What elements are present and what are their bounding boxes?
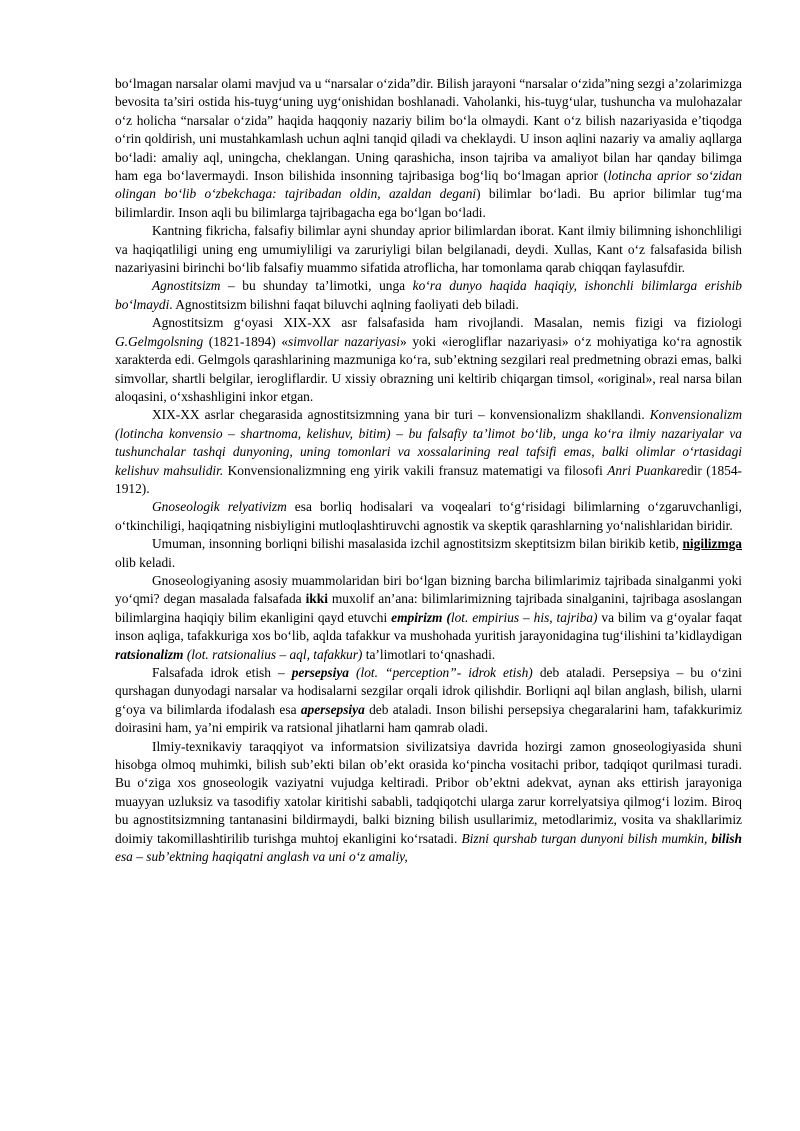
text-run: . Agnostitsizm bilishni faqat biluvchi aqlning faoliyati deb biladi. [169,296,519,312]
term-agnostitsizm: Agnostitsizm [152,278,221,294]
text-run: Konvensionalizmning eng yirik vakili fransuz matematigi va filosofi [223,462,608,478]
text-run: ta’limotlari to‘qnashadi. [362,646,496,662]
text-run: Gnoseologiyaning asosiy muammolaridan biri bo‘lgan bizning barcha bilimlarimiz tajribada sinalganmi yoki yo‘qmi? degan masalada falsafada [115,572,742,607]
italic-run: (lot. “perception”- idrok etish) [349,665,533,680]
paragraph-gelmgols [115,314,742,406]
paragraph-perception [115,664,742,738]
paragraph-conventionalism [115,406,742,498]
text-run: ) bilimlar bo‘ladi. Bu aprior bilimlar tug‘ma bilimlardir. Inson aqli bu bilimlarga tajribagacha ega bo‘lgan bo‘ladi. [115,186,742,220]
italic-run: Bizni qurshab turgan dunyoni bilish mumkin, [461,830,712,846]
text-run: XIX-XX asrlar chegarasida agnostitsizmning yana bir turi – konvensionalizm shakllandi. [152,407,650,423]
text-run: Umuman, insonning borliqni bilishi masalasida izchil agnostitsizm skeptitsizm bilan birikib ketib, [152,536,683,552]
term-ratsionalizm: ratsionalizm [115,646,184,662]
text-run: muxolif an’ana: bilimlarimizning tajribada sinalganini, tajribaga asoslangan bilimlargina haqiqiy bilim ekanligini qayd etuvchi [115,591,742,625]
term-persepsiya: persepsiya [291,665,350,680]
italic-run: simvollar nazariyasi [288,333,401,349]
document-page [115,75,742,866]
text-run: bo‘lmagan narsalar olami mavjud va u “narsalar o‘zida”dir. Bilish jarayoni “narsalar o‘zida”ning sezgi a’zolarimizga bevosita ta’siri ostida his-tuyg‘uning uyg‘onishidan boshlanadi. Vaholanki, his-tuyg‘ular, tushuncha va mulohazalar o‘z holicha “narsalar o‘zida” haqida haqqoniy nazariy bilim bo‘la olmaydi. Kant o‘z bilish nazariyasida e’tiqodga o‘rin qoldirish, uni mustahkamlash uchun aqlni tanqid qiladi va cheklaydi. U inson aqlini nazariy va amaliy aqllarga bo‘ladi: amaliy aql, uningcha, cheklangan. Uning qarashicha, inson tajriba va amaliyot bilan har qanday bilimga ham ega bo‘lavermaydi. Inson bilishida insonning tajribasiga bog‘liq bo‘lmagan aprior ( [115,76,742,184]
text-run: deb ataladi. Inson bilishi persepsiya chegaralarini ham, tafakkurimiz doirasini ham, ya’ni empirik va ratsional jihatlarni ham qamrab oladi. [115,701,742,736]
text-run: esa borliq hodisalari va voqealari to‘g‘risidagi bilimlarning o‘zgaruvchanligi, o‘tkinchiligi, haqiqatning nisbiyligini mutloqlashtiruvchi agnostik va skeptik qarashlarning yo‘nalishlaridan biridir. [115,499,742,533]
italic-run: G.Gelmgolsning [115,333,204,349]
italic-run: (lot. ratsionalius – aql, tafakkur) [183,646,363,662]
text-run: Agnostitsizm g‘oyasi XIX-XX asr falsafasida ham rivojlandi. Masalan, nemis fizigi va fiziologi [152,315,742,331]
text-run: deb ataladi. Persepsiya – bu o‘zini qurshagan dunyodagi narsalar va hodisalarni sezgilar orqali idrok qilishdir. Borliqni aql bilan anglash, bilish, ularni g‘oya va bilimlarda ifodalash esa [115,665,742,717]
text-run: Falsafada idrok etish – [152,665,292,680]
paragraph-relativism [115,498,742,535]
paragraph-scientific-progress [115,738,742,867]
term-nigilizm: nigilizmga [682,536,742,552]
paragraph-nihilism [115,535,742,572]
italic-run: lot. empirius – his, tajriba) [450,609,598,625]
italic-run: ko‘ra dunyo haqida haqiqiy, ishonchli bilimlarga erishib bo‘lmaydi [115,278,742,312]
italic-run: esa – sub’ektning haqiqatni anglash va uni o‘z amaliy, [115,849,408,865]
text-run: dir (1854-1912). [115,462,742,496]
text-run: (1821-1894) « [203,333,289,349]
term-apersepsiya: apersepsiya [300,701,365,717]
paragraph-kant-philosophy: Kantning fikricha, falsafiy bilimlar ayni shunday aprior bilimlardan iborat. Kant ilmiy bilimning ishonchliligi va haqiqatliligi uning eng umumiyliligi va zaruriyligi bilan belgilanadi, deydi. Xullas, Kant o‘z falsafasida bilish nazariyasini birinchi bo‘lib falsafiy muammo sifatida atroflicha, har tomonlama qarab chiqqan faylasufdir. [115,223,742,276]
bold-run: ikki [305,591,328,607]
italic-run: Anri Puankare [607,462,687,478]
paragraph-agnosticism-definition [115,277,742,314]
text-run: » yoki «ierogliflar nazariyasi» o‘z mohiyatiga ko‘ra agnostik xarakterda edi. Gelmgols qarashlarining mazmuniga ko‘ra, sub’ektning sezgilari real predmetning obrazi emas, balki simvollar, shartli belgilar, ierogliflardir. U xissiy obrazning uni keltirib chiqargan timsol, «original», real narsa bilan aloqasini, o‘xshashligini inkor etgan. [115,333,742,404]
italic-run: Konvensionalizm (lotincha konvensio – shartnoma, kelishuv, bitim) – bu falsafiy ta’limot bo‘lib, unga ko‘ra ilmiy nazariyalar va tushunchalar tashqi dunyoning, uning tomonlari va xossalarining real tafsifi emas, balki olimlar o‘rtasidagi kelishuv mahsulidir. [115,407,742,478]
term-empirizm: empirizm ( [391,609,451,625]
paragraph-kant-aprior [115,75,742,222]
paragraph-empiricism-rationalism [115,572,742,664]
text-run: Ilmiy-texnikaviy taraqqiyot va informatsion sivilizatsiya davrida hozirgi zamon gnoseologiyasida shuni hisobga olmoq muhimki, bilish sub’ekti bilan ob’ekt orasida ko‘pincha vositachi pribor, tadqiqot qurilmasi turadi. Bu o‘ziga xos gnoseologik vaziyatni vujudga keltiradi. Pribor ob’ektni adekvat, aynan aks ettirish jarayoniga muayyan uzluksiz va tasodifiy xatolar kiritishi sababli, tadqiqotchi ularga zarur korrelyatsiya qilmog‘i lozim. Biroq bu agnostitsizmning tantanasini bildirmaydi, balki bizning bilish usullarimiz, metodlarimiz, vosita va shakllarimiz doimiy takomillashtirilib turishga muhtoj ekanligini ko‘rsatadi. [115,738,742,846]
italic-run: lotincha aprior so‘zidan olingan bo‘lib o‘zbekchaga: tajribadan oldin, azaldan degani [115,168,742,202]
term-bilish: bilish [711,830,742,846]
text-run: va bilim va g‘oyalar faqat inson aqliga, tafakkuriga xos bo‘lib, aqlda tafakkur va mushohada yuritish jarayonidagina tug‘ilishini ta’kidlaydigan [115,609,742,644]
text-run: olib keladi. [115,554,176,570]
text-run: – bu shunday ta’limotki, unga [220,278,413,294]
term-relyativizm: Gnoseologik relyativizm [152,499,287,515]
